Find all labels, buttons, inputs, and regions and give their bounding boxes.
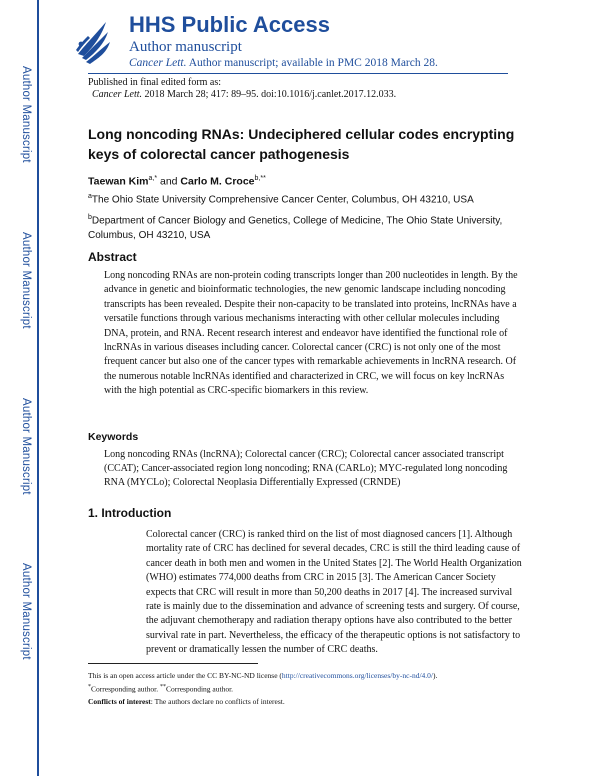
corr1-text: Corresponding author. — [91, 684, 160, 694]
affiliation-a-text: The Ohio State University Comprehensive Cancer Center, Columbus, OH 43210, USA — [91, 194, 474, 206]
sidebar-label-4: Author Manuscript — [20, 563, 32, 660]
license-link[interactable]: http://creativecommons.org/licenses/by-nc-nd/4.0/ — [281, 671, 433, 680]
footnote-rule — [88, 663, 258, 664]
corresponding-footnote — [88, 684, 233, 694]
author-2: Carlo M. Croce — [180, 175, 255, 188]
keywords-text: Long noncoding RNAs (lncRNA); Colorectal cancer (CRC); Colorectal cancer associated transcript (CCAT); Cancer-associated region long noncoding; RNA (CARLo); MYC-regulated long noncoding RNA (MYCLo); Colorectal Neoplasia Differentially Expressed (CRNDE) — [104, 449, 508, 488]
article-title: Long noncoding RNAs: Undeciphered cellular codes encrypting keys of colorectal cancer pathogenesis — [88, 126, 515, 162]
license-post: ). — [432, 671, 438, 680]
introduction-text: Colorectal cancer (CRC) is ranked third on the list of most diagnosed cancers [1]. Although mortality rate of CRC has declined for several decades, CRC is still the third leading cause of cancer death in both men and women in the United States [2]. The World Health Organization (WHO) estimates 774,000 deaths from CRC in 2015 [3]. The American Cancer Society expects that CRC will result in more than 50,200 deaths in 2017 [4]. The increased survival rate is mainly due to the dissemination and advance of screening tests and surgery. Of course, the adjuvant chemotherapy and radiation therapy options have also contributed to the better survival rate in part. Nevertheless, the efficacy of the therapeutic options is not satisfactory to prevent or dramatically lessen the number of CRC deaths. — [146, 529, 522, 656]
citation-line — [92, 89, 396, 100]
journal-name: Cancer Lett. — [129, 57, 187, 69]
keywords-heading: Keywords — [88, 431, 139, 443]
hhs-title: HHS Public Access — [129, 12, 330, 37]
conflicts-label: Conflicts of interest — [88, 697, 151, 706]
sidebar-label-2: Author Manuscript — [20, 232, 32, 329]
author-1: Taewan Kim — [88, 175, 149, 188]
conflicts-footnote — [88, 697, 285, 706]
availability-text: Author manuscript; available in PMC 2018 March 28. — [186, 57, 438, 69]
corr1-mark: * — [88, 684, 91, 690]
license-footnote — [88, 671, 437, 680]
author-1-mark: a,* — [148, 175, 158, 182]
sidebar-label-3: Author Manuscript — [20, 398, 32, 495]
author-connector: and — [157, 175, 181, 188]
corr2-mark: ** — [159, 684, 166, 690]
header-rule — [88, 73, 508, 74]
affiliation-b-text: Department of Cancer Biology and Genetics, College of Medicine, The Ohio State University, Columbus, OH 43210, USA — [88, 215, 503, 242]
author-2-mark: b,** — [254, 175, 266, 182]
introduction-heading: 1. Introduction — [88, 506, 172, 520]
sidebar-label-1: Author Manuscript — [20, 66, 32, 163]
author-line — [88, 175, 266, 188]
license-pre: This is an open access article under the CC BY-NC-ND license ( — [88, 671, 282, 680]
abstract-text: Long noncoding RNAs are non-protein coding transcripts longer than 200 nucleotides in length. By the advance in genetic and bioinformatic technologies, the new genomic landscape including noncoding transcripts has been revealed. Despite their non-capacity to be translated into proteins, lncRNAs have a versatile functions through various mechanisms interacting with other cellular molecules including DNA, protein, and RNA. Recent research interest and endeavor have identified the functional role of lncRNAs in various diseases including cancer. Colorectal cancer (CRC) is not only one of the most frequent cancer but also one of the cancer types with remarkable achievements in lncRNA research. Of the numerous notable lncRNAs identified and characterized in CRC, we will focus on key lncRNAs with the high potential as CRC-specific biomarkers in this review. — [104, 270, 518, 397]
abstract-heading: Abstract — [88, 250, 137, 264]
corr2-text: Corresponding author. — [165, 684, 234, 694]
citation-details: 2018 March 28; 417: 89–95. doi:10.1016/j.canlet.2017.12.033. — [142, 89, 397, 100]
manuscript-subtitle: Author manuscript — [129, 39, 242, 55]
sidebar-rule — [37, 0, 39, 776]
affiliation-b-mark: b — [88, 214, 92, 221]
citation-journal: Cancer Lett. — [92, 89, 142, 100]
availability-line — [129, 57, 438, 69]
affiliation-a-mark: a — [88, 193, 92, 200]
affiliation-b — [88, 210, 528, 243]
published-in-label: Published in final edited form as: — [88, 77, 222, 88]
conflicts-text: : The authors declare no conflicts of interest. — [150, 697, 285, 706]
affiliation-a — [88, 193, 474, 205]
hhs-eagle-logo-icon — [72, 14, 112, 66]
